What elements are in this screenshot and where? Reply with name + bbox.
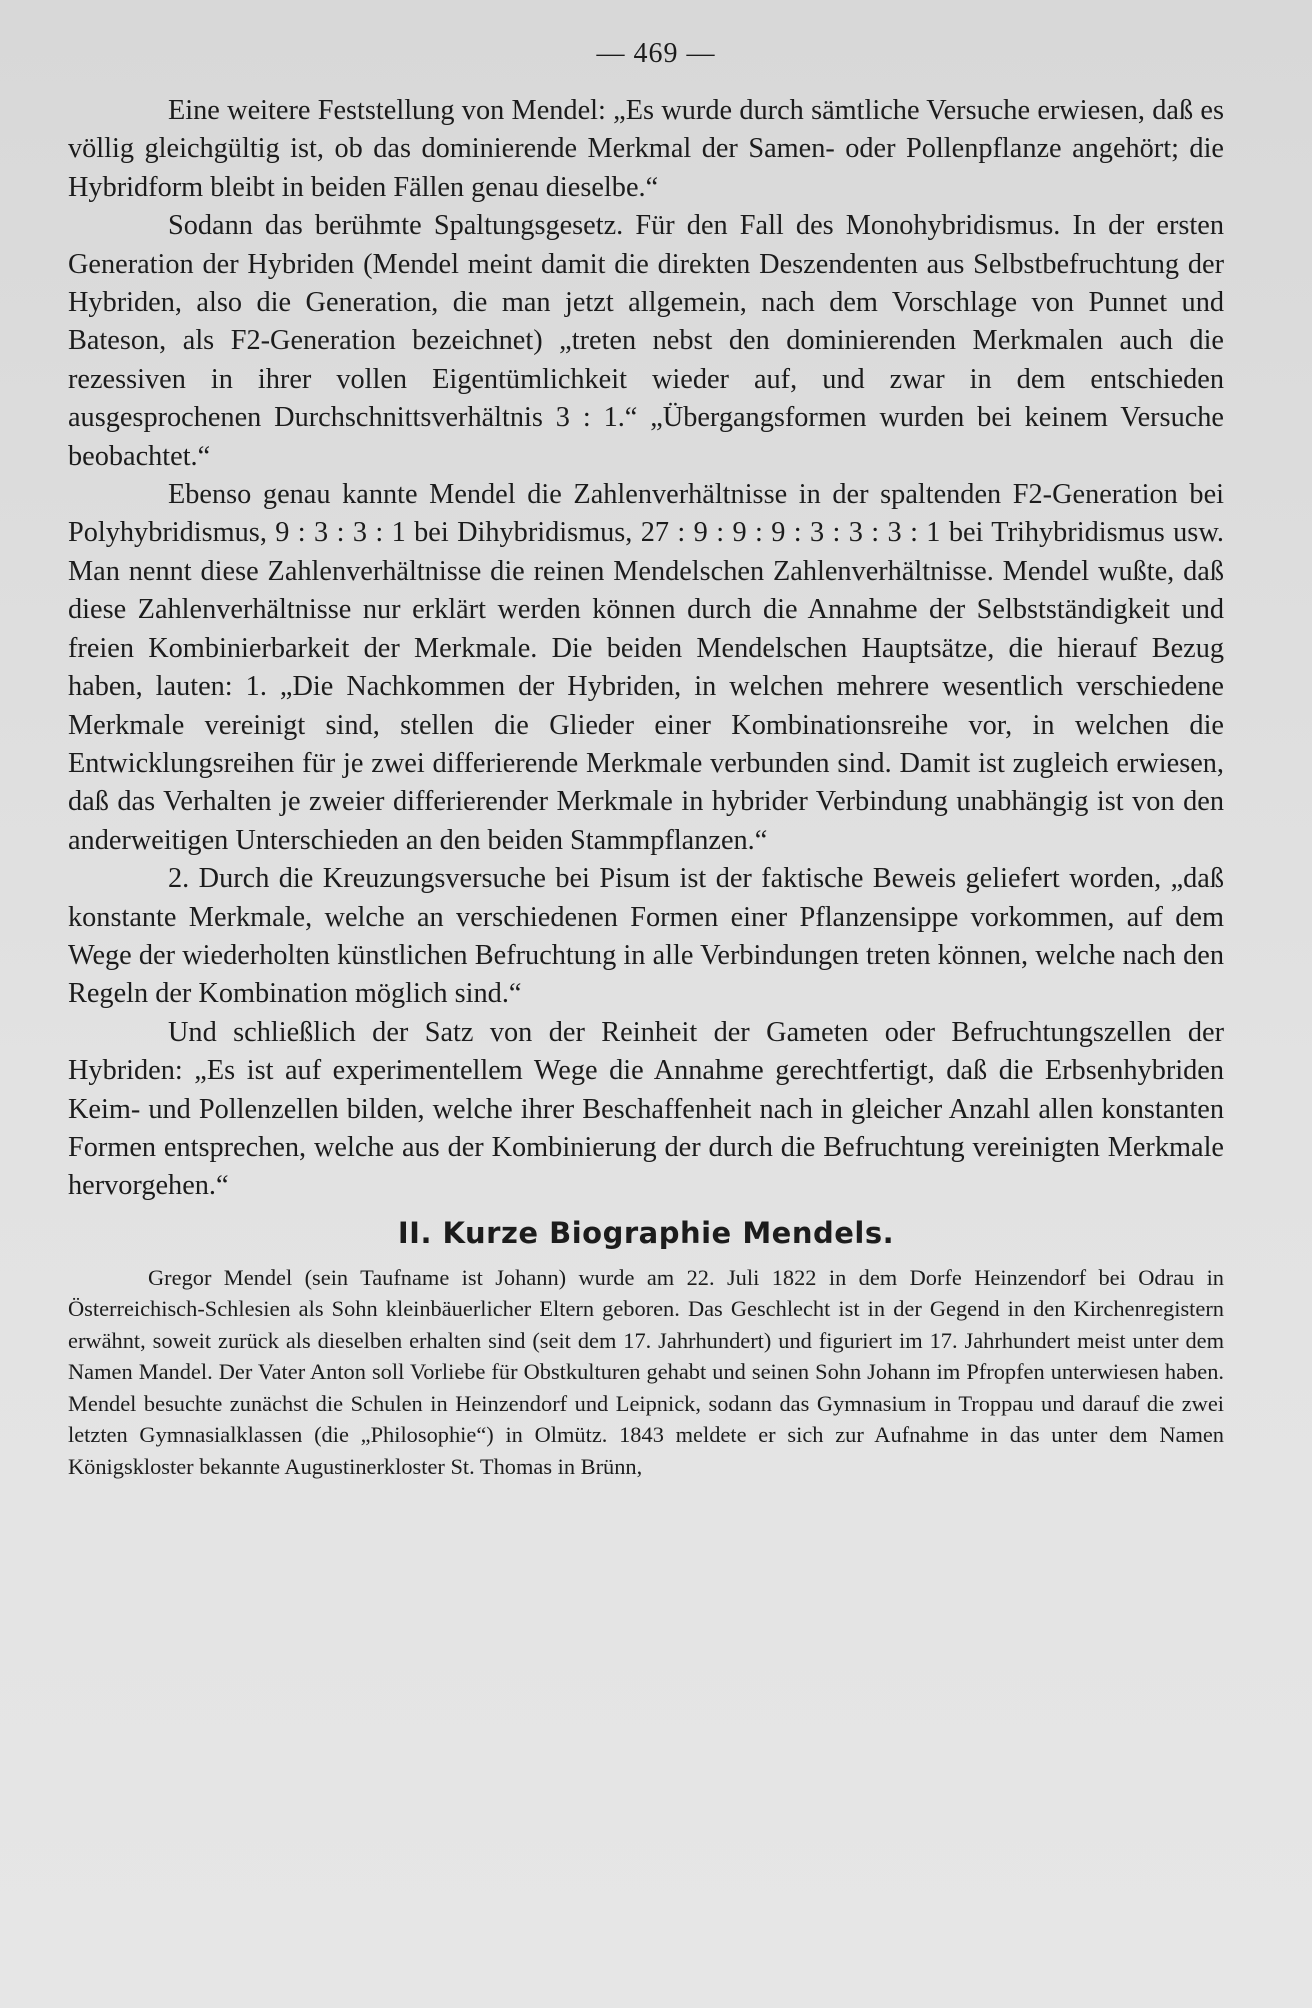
main-text xyxy=(68,92,1224,1482)
paragraph-zahlenverhaeltnisse: Ebenso genau kannte Mendel die Zahlenverhältnisse in der spaltenden F2-Generation bei Polyhybridismus, 9 : 3 : 3 : 1 bei Dihybridismus, 27 : 9 : 9 : 9 : 3 : 3 : 3 : 1 bei Trihybridismus usw. Man nennt diese Zahlenverhältnisse die reinen Mendelschen Zahlenverhältnisse. Mendel wußte, daß diese Zahlenverhältnisse nur erklärt werden können durch die Annahme der Selbstständigkeit und freien Kombinierbarkeit der Merkmale. Die beiden Mendelschen Hauptsätze, die hierauf Bezug haben, lauten: 1. „Die Nachkommen der Hybriden, in welchen mehrere wesentlich verschiedene Merkmale vereinigt sind, stellen die Glieder einer Kombinationsreihe vor, in welchen die Entwicklungsreihen für je zwei differierende Merkmale verbunden sind. Damit ist zugleich erwiesen, daß das Verhalten je zweier differierender Merkmale in hybrider Verbindung unabhängig ist von den anderweitigen Unterschieden an den beiden Stammpflanzen.“ xyxy=(68,479,1224,856)
paragraph-reinheit-gameten: Und schließlich der Satz von der Reinheit der Gameten oder Befruchtungszellen der Hybriden: „Es ist auf experimentellem Wege die Annahme gerechtfertigt, daß die Erbsenhybriden Keim- und Pollenzellen bilden, welche ihrer Beschaffenheit nach in gleicher Anzahl allen konstanten Formen entsprechen, welche aus der Kombinierung der durch die Befruchtung vereinigten Merkmale hervorgehen.“ xyxy=(68,1016,1224,1202)
section-heading: II. Kurze Biographie Mendels. xyxy=(397,1215,895,1250)
biography-text xyxy=(68,1262,1224,1483)
biography-paragraph: Gregor Mendel (sein Taufname ist Johann) wurde am 22. Juli 1822 in dem Dorfe Heinzendorf bei Odrau in Österreichisch-Schlesien als Sohn kleinbäuerlicher Eltern geboren. Das Geschlecht ist in der Gegend in den Kirchenregistern erwähnt, soweit zurück als dieselben erhalten sind (seit dem 17. Jahrhundert) und figuriert im 17. Jahrhundert meist unter dem Namen Mandel. Der Vater Anton soll Vorliebe für Obstkulturen gehabt und seinen Sohn Johann im Pfropfen unterwiesen haben. Mendel besuchte zunächst die Schulen in Heinzendorf und Leipnick, sodann das Gymnasium in Troppau und darauf die zwei letzten Gymnasialklassen (die „Philosophie“) in Olmütz. 1843 meldete er sich zur Aufnahme in das unter dem Namen Königskloster bekannte Augustinerkloster St. Thomas in Brünn, xyxy=(68,1264,1224,1479)
paragraph-mendel-statement: Eine weitere Feststellung von Mendel: „Es wurde durch sämtliche Versuche erwiesen, daß es völlig gleichgültig ist, ob das dominierende Merkmal der Samen- oder Pollenpflanze angehört; die Hybridform bleibt in beiden Fällen genau dieselbe.“ xyxy=(68,95,1224,203)
paragraph-spaltungsgesetz: Sodann das berühmte Spaltungsgesetz. Für den Fall des Monohybridismus. In der ersten Generation der Hybriden (Mendel meint damit die direkten Deszendenten aus Selbstbefruchtung der Hybriden, also die Generation, die man jetzt allgemein, nach dem Vorschlage von Punnet und Bateson, als F2-Generation bezeichnet) „treten nebst den dominierenden Merkmalen auch die rezessiven in ihrer vollen Eigentümlichkeit wieder auf, und zwar in dem entschieden ausgesprochenen Durchschnittsverhältnis 3 : 1.“ „Übergangsformen wurden bei keinem Versuche beobachtet.“ xyxy=(68,210,1224,472)
paragraph-pisum: 2. Durch die Kreuzungsversuche bei Pisum ist der faktische Beweis geliefert worden, „daß konstante Merkmale, welche an verschiedenen Formen einer Pflanzensippe vorkommen, auf dem Wege der wiederholten künstlichen Befruchtung in alle Verbindungen treten können, welche nach den Regeln der Kombination möglich sind.“ xyxy=(68,863,1224,1010)
page-number: — 469 — xyxy=(596,38,716,69)
